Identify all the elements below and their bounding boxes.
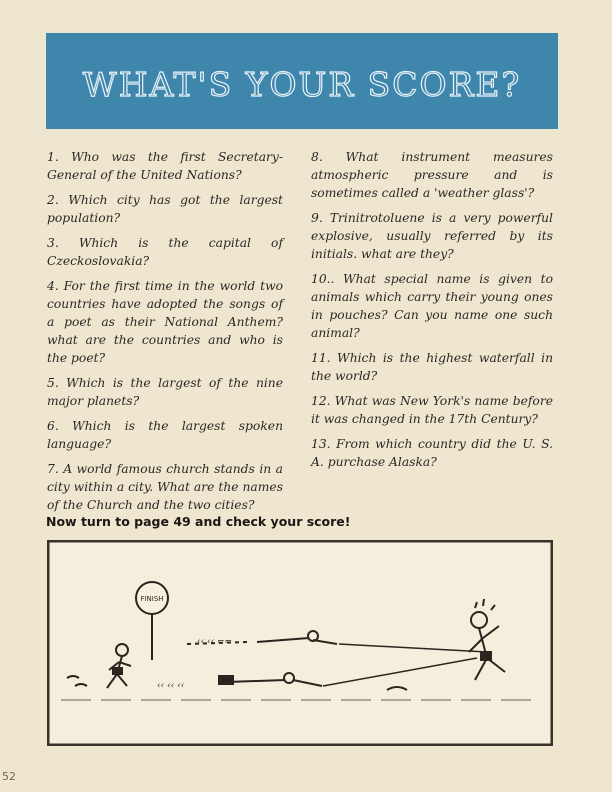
question-item: 7. A world famous church stands in a city within a city. What are the names of the Church and the two cities? — [47, 462, 283, 512]
questions-right-column — [311, 148, 553, 478]
question-item: 5. Which is the largest of the nine major planets? — [47, 376, 283, 408]
page-number: 52 — [2, 770, 16, 783]
question-item: 6. Which is the largest spoken language? — [47, 419, 283, 451]
finish-sign-text: FINISH — [140, 595, 164, 603]
question-item: 12. What was New York's name before it was changed in the 17th Century? — [311, 394, 553, 426]
question-item: 8. What instrument measures atmospheric pressure and is sometimes called a 'weather glass'? — [311, 150, 553, 200]
check-score-instruction: Now turn to page 49 and check your score! — [46, 514, 351, 529]
race-cartoon — [47, 540, 553, 746]
question-item: 3. Which is the capital of Czeckoslovakia? — [47, 236, 283, 268]
question-item: 4. For the first time in the world two countries have adopted the songs of a poet as their National Anthem? what are the countries and who is the poet? — [47, 279, 283, 365]
title-banner — [46, 33, 558, 129]
question-item: 13. From which country did the U. S. A. purchase Alaska? — [311, 437, 553, 469]
page-title: WHAT'S YOUR SCORE? — [82, 64, 522, 104]
svg-text:‹‹ ‹‹ ⌐⌐: ‹‹ ‹‹ ⌐⌐ — [197, 637, 233, 647]
question-item: 10.. What special name is given to animals which carry their young ones in pouches? Can you name one such animal? — [311, 272, 553, 340]
cartoon-frame — [48, 541, 552, 745]
race-cartoon-drawing — [47, 540, 553, 746]
svg-text:‹‹ ‹‹ ‹‹: ‹‹ ‹‹ ‹‹ — [157, 681, 185, 691]
question-item: 9. Trinitrotoluene is a very powerful explosive, usually referred by its initials. what are they? — [311, 211, 553, 261]
question-item: 11. Which is the highest waterfall in the world? — [311, 351, 553, 383]
question-item: 1. Who was the first Secretary-General of the United Nations? — [47, 150, 283, 182]
question-item: 2. Which city has got the largest population? — [47, 193, 283, 225]
questions-left-column — [47, 148, 283, 521]
